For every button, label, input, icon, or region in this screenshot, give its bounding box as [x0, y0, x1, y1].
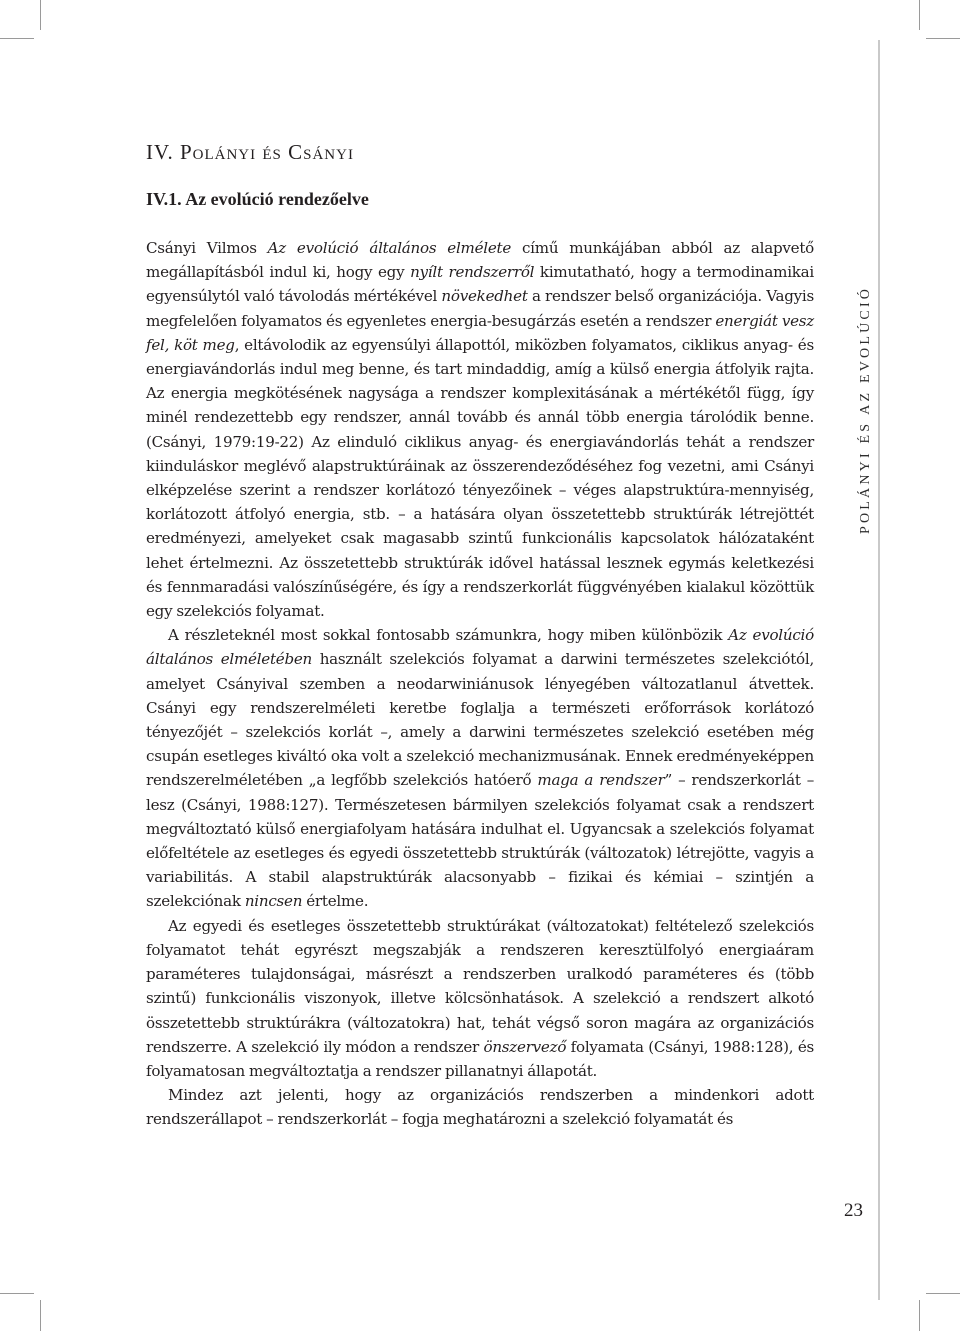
italic-phrase: növekedhet [441, 287, 528, 306]
text-run: Csányi Vilmos [146, 239, 268, 257]
crop-mark [40, 1300, 41, 1331]
margin-rule [878, 40, 880, 1300]
italic-phrase: Az evolúció általános elméletében [146, 626, 814, 669]
text-run: , eltávolodik az egyensúlyi állapottól, miközben folyamatos, ciklikus anyag- és energiavándorlás indul meg benne, és tart mindaddig, amíg a külső energia átfolyik rajta. Az energia megkötésének nagysága a rendszer komplexitásának a mértékétől függ, így minél rendezettebb egy rendszer, annál tovább és annál több energia tárolódik benne. (Csányi, 1979:19-22) Az elinduló ciklikus anyag- és energiavándorlás tehát a rendszer kiinduláskor meglévő alapstruktúráinak az összerendeződéséhez fog vezetni, ami Csányi elképzelése szerint a rendszer korlátozó tényezőinek – véges alapstruktúra-mennyiség, korlátozott átfolyó energia, stb. – a hatására olyan összetettebb struktúrák létrejöttét eredményezi, amelyeket csak magasabb szintű funkcionális kapcsolatok hálózataként lehet értelmezni. Az összetettebb struktúrák idővel hatással lesznek egymás keletkezési és fennmaradási valószínűségére, és így a rendszerkorlát függvényében kialakul közöttük egy szelekciós folyamat. [146, 335, 814, 621]
text-run: értelme. [302, 892, 369, 911]
text-run: a rendszer belső organizációja. Vagyis megfelelően folyamatos és egyenletes energia-besugárzás esetén a rendszer [146, 287, 814, 330]
paragraph [146, 1083, 814, 1131]
crop-mark [926, 1293, 960, 1294]
text-run: Az egyedi és esetleges összetettebb struktúrákat (változatokat) feltételező szelekciós folyamatot tehát egyrészt megszabják a rendszeren keresztülfolyó energiaáram paraméteres tulajdonságai, másrészt a rendszerben uralkodó paraméteres és (több szintű) funkcionális viszonyok, illetve kölcsönhatások. A szelekció a rendszert alkotó összetettebb struktúrákra (változatokra) hat, tehát végső soron magára az organizációs rendszerre. A szelekció ily módon a rendszer [146, 916, 814, 1056]
section-numeral: IV. [146, 140, 174, 164]
crop-mark [40, 0, 41, 30]
italic-phrase: nyílt rendszerről [410, 263, 535, 282]
body-text [146, 236, 814, 1132]
section-heading [146, 140, 354, 165]
italic-phrase: energiát vesz fel, köt meg [146, 311, 815, 354]
subsection-heading: IV.1. Az evolúció rendezőelve [146, 189, 369, 209]
text-run: folyamata (Csányi, 1988:128), és folyamatosan megváltoztatja a rendszer pillanatnyi állapotát. [146, 1037, 815, 1080]
italic-phrase: önszervező [483, 1037, 567, 1056]
paragraph [146, 914, 814, 1083]
italic-phrase: Az evolúció általános elmélete [267, 239, 512, 257]
text-run: használt szelekciós folyamat a darwini természetes szelekciótól, amelyet Csányival szemben a neodarwiniánusok lényegében változatlanul átvettek. Csányi egy rendszerelméleti keretbe foglalja a természeti erőforrások korlátozó tényezőjét – szelekciós korlát –, amely a darwini természetes szelekció esetében még csupán esetleges kiváltó oka volt a szelekció mechanizmusának. Ennek eredményeképpen rendszerelméletében „a legfőbb szelekciós hatóerő [146, 650, 814, 790]
crop-mark [0, 1293, 34, 1294]
text-run: című munkájában abból az alapvető megállapításból indul ki, hogy egy [146, 239, 814, 282]
italic-phrase: maga a rendszer [537, 771, 665, 790]
crop-mark [919, 0, 920, 30]
text-run: ” – rendszerkorlát – lesz (Csányi, 1988:127). Természetesen bármilyen szelekciós folyamat csak a rendszert megváltoztató külső energiafolyam hatására indulhat el. Ugyancsak a szelekciós folyamat előfeltétele az esetleges és egyedi összetettebb struktúrák (változatok) létrejötte, vagyis a variabilitás. A stabil alapstruktúrák alacsonyabb – fizikai és kémiai – szintjén a szelekciónak [146, 771, 814, 911]
crop-mark [919, 1300, 920, 1331]
section-title: Polányi és Csányi [179, 140, 354, 164]
text-run: Mindez azt jelenti, hogy az organizációs rendszerben a mindenkori adott rendszerállapot – rendszerkorlát – fogja meghatározni a szelekció folyamatát és [146, 1086, 814, 1129]
paragraph [146, 623, 814, 913]
crop-mark [926, 38, 960, 39]
page-number: 23 [844, 1200, 863, 1221]
text-run: A részleteknél most sokkal fontosabb számunkra, hogy miben különbözik [168, 626, 729, 645]
running-header: POLÁNYI ÉS AZ EVOLÚCIÓ [858, 285, 873, 534]
paragraph [146, 236, 814, 623]
italic-phrase: nincsen [244, 892, 303, 911]
text-run: kimutatható, hogy a termodinamikai egyensúlytól való távolodás mértékével [146, 263, 814, 306]
crop-mark [0, 38, 34, 39]
